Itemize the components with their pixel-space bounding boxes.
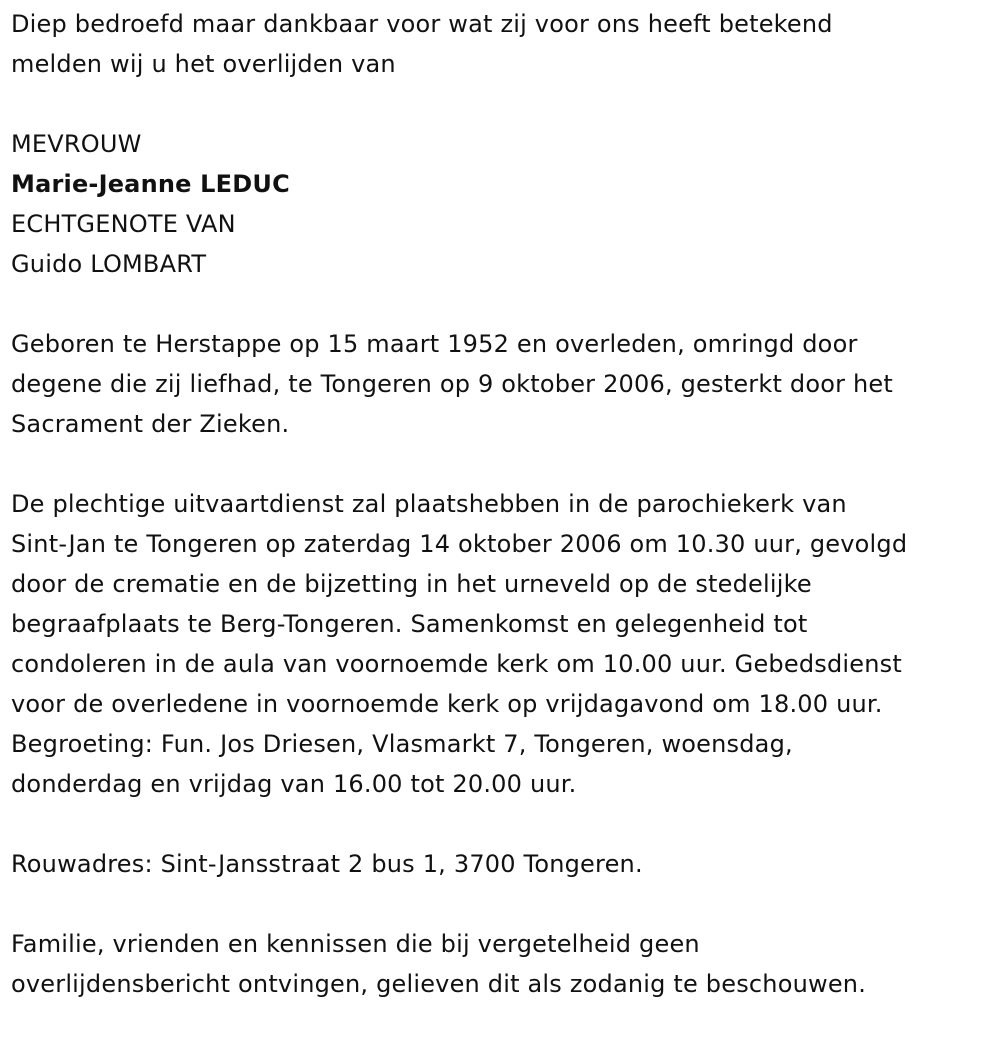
relation-label: ECHTGENOTE VAN <box>11 210 236 238</box>
funeral-line: begraafplaats te Berg-Tongeren. Samenkomst en gelegenheid tot <box>11 610 808 638</box>
birth-death-line: Sacrament der Zieken. <box>11 410 290 438</box>
funeral-paragraph <box>11 484 991 804</box>
funeral-line: voor de overledene in voornoemde kerk op vrijdagavond om 18.00 uur. <box>11 690 883 718</box>
funeral-line: Begroeting: Fun. Jos Driesen, Vlasmarkt 7, Tongeren, woensdag, <box>11 730 793 758</box>
closing-line: overlijdensbericht ontvingen, gelieven dit als zodanig te beschouwen. <box>11 970 867 998</box>
intro-line: melden wij u het overlijden van <box>11 50 396 78</box>
closing-line: Familie, vrienden en kennissen die bij vergetelheid geen <box>11 930 700 958</box>
birth-death-paragraph <box>11 324 991 444</box>
closing-paragraph <box>11 924 991 1004</box>
funeral-line: Sint-Jan te Tongeren op zaterdag 14 oktober 2006 om 10.30 uur, gevolgd <box>11 530 908 558</box>
spouse-name: Guido LOMBART <box>11 250 207 278</box>
funeral-line: donderdag en vrijdag van 16.00 tot 20.00 uur. <box>11 770 577 798</box>
obituary-notice <box>11 4 991 1044</box>
mourning-address: Rouwadres: Sint-Jansstraat 2 bus 1, 3700 Tongeren. <box>11 850 643 878</box>
deceased-block <box>11 124 991 284</box>
address-paragraph <box>11 844 991 884</box>
deceased-name: Marie-Jeanne LEDUC <box>11 170 290 198</box>
intro-paragraph <box>11 4 991 84</box>
title-label: MEVROUW <box>11 130 142 158</box>
intro-line: Diep bedroefd maar dankbaar voor wat zij voor ons heeft betekend <box>11 10 833 38</box>
funeral-line: condoleren in de aula van voornoemde kerk om 10.00 uur. Gebedsdienst <box>11 650 902 678</box>
funeral-line: De plechtige uitvaartdienst zal plaatshebben in de parochiekerk van <box>11 490 847 518</box>
birth-death-line: degene die zij liefhad, te Tongeren op 9 oktober 2006, gesterkt door het <box>11 370 893 398</box>
funeral-line: door de crematie en de bijzetting in het urneveld op de stedelijke <box>11 570 812 598</box>
birth-death-line: Geboren te Herstappe op 15 maart 1952 en overleden, omringd door <box>11 330 858 358</box>
